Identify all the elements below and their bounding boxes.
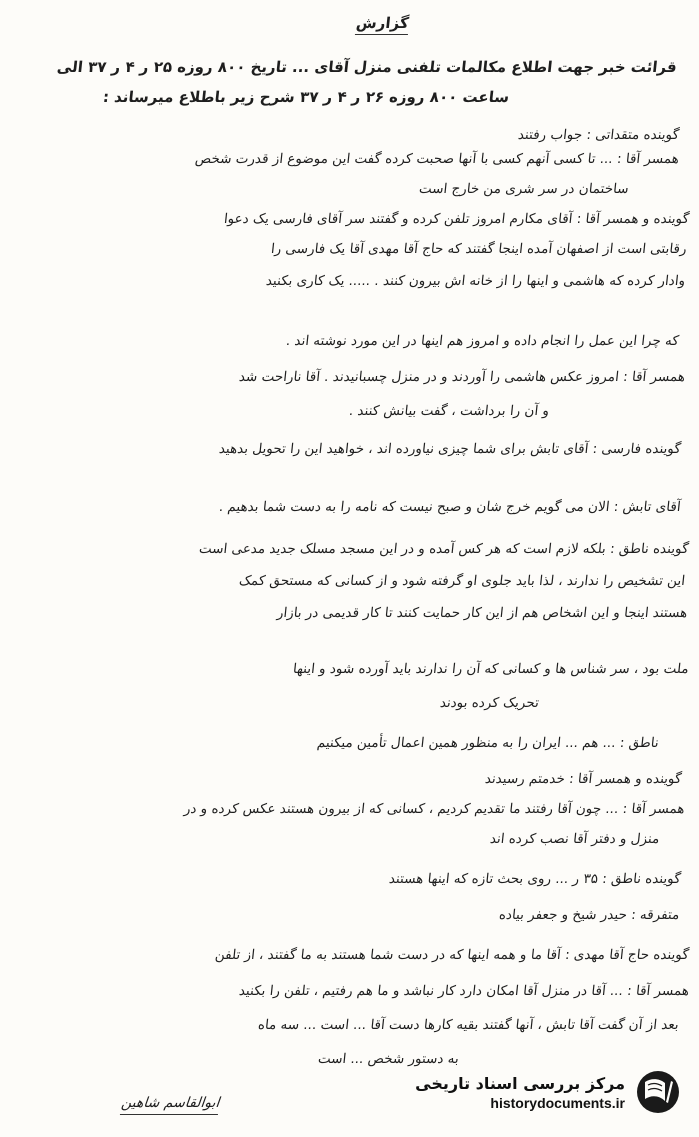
document-line: و آن را برداشت ، گفت بیانش کنند . (348, 403, 550, 419)
document-line: ساعت ۸۰۰ روزه ۲۶ ر ۴ ر ۳۷ شرح زیر باطلاع میرساند : (101, 88, 510, 106)
document-line: بعد از آن گفت آقا تابش ، آنها گفتند بقیه کارها دست آقا ... است ... سه ماه (257, 1017, 680, 1033)
document-line: گوینده حاج آقا مهدی : آقا ما و همه اینها که در دست شما هستند به ما گفتند ، از تلفن (214, 947, 690, 963)
document-line: منزل و دفتر آقا نصب کرده اند (488, 831, 660, 847)
document-line: گوینده فارسی : آقای تابش برای شما چیزی نیاورده اند ، خواهید این را تحویل بدهید (218, 441, 682, 457)
document-line: هستند اینجا و این اشخاص هم از این کار حمایت کنند تا کار قدیمی در بازار (275, 605, 688, 621)
header-mark: گزارش (355, 14, 410, 35)
signature: ابوالقاسم شاهین (120, 1094, 220, 1115)
document-line: ناطق : ... هم ... ایران را به منظور همین اعمال تأمین میکنیم (316, 735, 660, 751)
archive-watermark (411, 1061, 681, 1123)
document-line: ملت بود ، سر شناس ها و کسانی که آن را ندارند باید آورده شود و اینها (292, 661, 690, 677)
document-line: همسر آقا : امروز عکس هاشمی را آوردند و در منزل چسبانیدند . آقا ناراحت شد (238, 369, 686, 385)
document-line: گوینده ناطق : بلکه لازم است که هر کس آمده و در این مسجد مسلک جدید مدعی است (198, 541, 690, 557)
document-line: ساختمان در سر شری من خارج است (418, 181, 630, 197)
document-line: همسر آقا : ... تا کسی آنهم کسی با آنها صحبت کرده گفت این موضوع از قدرت شخص (194, 151, 680, 167)
document-line: همسر آقا : ... آقا در منزل آقا امکان دارد کار نباشد و ما هم رفتیم ، تلفن را بکنید (238, 983, 690, 999)
document-line: گوینده و همسر آقا : خدمتم رسیدند (483, 771, 682, 787)
document-line: گوینده و همسر آقا : آقای مکارم امروز تلفن کرده و گفتند سر آقای فارسی یک دعوا (223, 211, 690, 227)
document-line: وادار کرده که هاشمی و اینها را از خانه اش بیرون کنند . ..... یک کاری بکنید (265, 273, 686, 289)
document-line: به دستور شخص ... است (317, 1051, 460, 1067)
document-line: این تشخیص را ندارند ، لذا باید جلوی او گرفته شود و از کسانی که مستحق کمک (238, 573, 686, 589)
document-line: همسر آقا : ... چون آقا رفتند ما تقدیم کردیم ، کسانی که از بیرون هستند عکس کرده و در (183, 801, 686, 817)
document-line: قرائت خبر جهت اطلاع مکالمات تلفنی منزل آقای ... تاریخ ۸۰۰ روزه ۲۵ ر ۴ ر ۳۷ الی (56, 58, 678, 76)
document-line: گوینده ناطق : ۳۵ ر ... روی بحث تازه که اینها هستند (388, 871, 682, 887)
document-line: رقابتی است از اصفهان آمده اینجا گفتند که حاج آقا مهدی آقا یک فارسی را (270, 241, 688, 257)
document-line: آقای تابش : الان می گویم خرج شان و صبح نیست که نامه را به دست شما بدهیم . (218, 499, 682, 515)
document-line: متفرقه : حیدر شیخ و جعفر بیاده (497, 907, 680, 923)
document-line: گوینده متقداتی : جواب رفتند (517, 127, 680, 143)
book-quill-logo-icon (635, 1069, 681, 1115)
document-line: تحریک کرده بودند (439, 695, 540, 711)
document-line: که چرا این عمل را انجام داده و امروز هم اینها در این مورد نوشته اند . (285, 333, 680, 349)
archive-name: مرکز بررسی اسناد تاریخی (415, 1073, 625, 1093)
archive-website: historydocuments.ir (490, 1094, 625, 1111)
